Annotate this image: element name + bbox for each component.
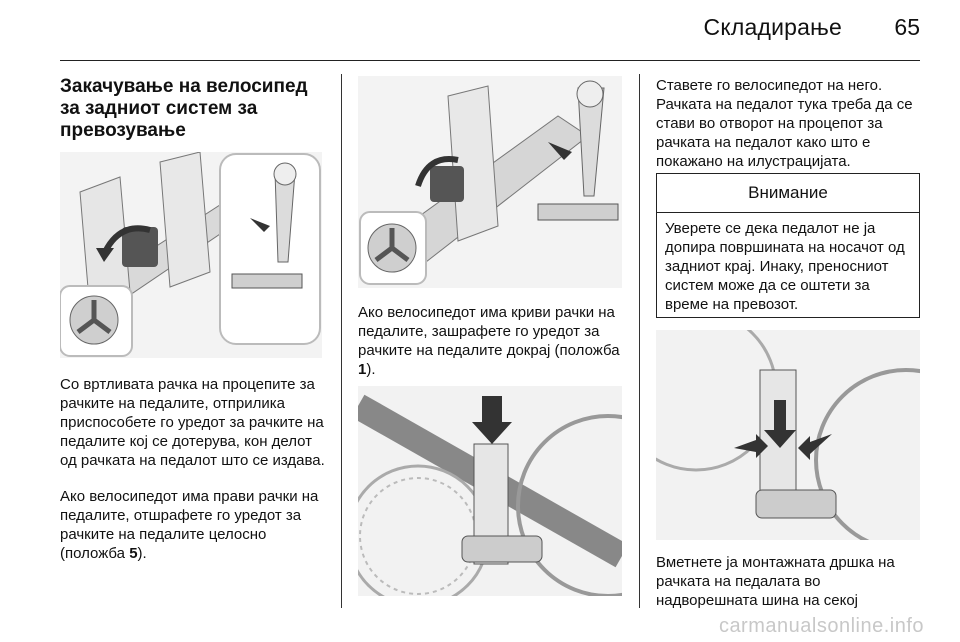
notice-box	[656, 173, 920, 318]
notice-body: Уверете се дека педалот не ја допира површината на носачот од задниот крај. Инаку, преносниот систем може да се оштети за време на превозот.	[665, 220, 905, 313]
header-divider	[60, 60, 920, 61]
middle-paragraph-end: ).	[366, 361, 376, 378]
illustration-pedal-bracket	[358, 76, 622, 288]
middle-paragraph-text: Ако велосипедот има криви рачки на педалите, зашрафете го уредот за рачките на педалите докрај (положба	[358, 304, 620, 359]
page-number: 65	[894, 14, 920, 40]
illustration-bike-pedal-in-slot	[358, 386, 622, 596]
left-paragraph-2-end: ).	[137, 545, 147, 562]
middle-paragraph	[358, 303, 630, 379]
left-paragraph-2-text: Ако велосипедот има прави рачки на педалите, отшрафете го уредот за рачките на педалите целосно (положба	[60, 488, 319, 562]
illustration-pedal-clamp-adjust	[60, 152, 322, 358]
right-paragraph-1: Ставете го велосипедот на него. Рачката на педалот тука треба да се стави во отворот на процепот за рачката на педалот како што е покажано на илустрацијата.	[656, 77, 913, 170]
column-divider-left	[341, 74, 342, 608]
position-number: 5	[129, 545, 138, 562]
column-divider-right	[639, 74, 640, 608]
watermark: carmanualsonline.info	[718, 615, 924, 637]
section-heading: Закачување на велосипед за задниот систем за превозување	[60, 76, 308, 141]
notice-title: Внимание	[657, 174, 919, 213]
left-paragraph-2	[60, 487, 332, 563]
illustration-bike-pedal-mount	[656, 330, 920, 540]
page-title: Складирање	[703, 14, 842, 40]
right-paragraph-2: Вметнете ја монтажната дршка на рачката на педалата во надворешната шина на секој	[656, 554, 895, 609]
left-paragraph-1: Со вртливата рачка на процепите за рачките на педалите, отприлика приспособете го уредот за рачките на педалите кој се дотерува, кон делот од рачката на педалот што се издава.	[60, 376, 325, 469]
position-number: 1	[358, 361, 367, 378]
